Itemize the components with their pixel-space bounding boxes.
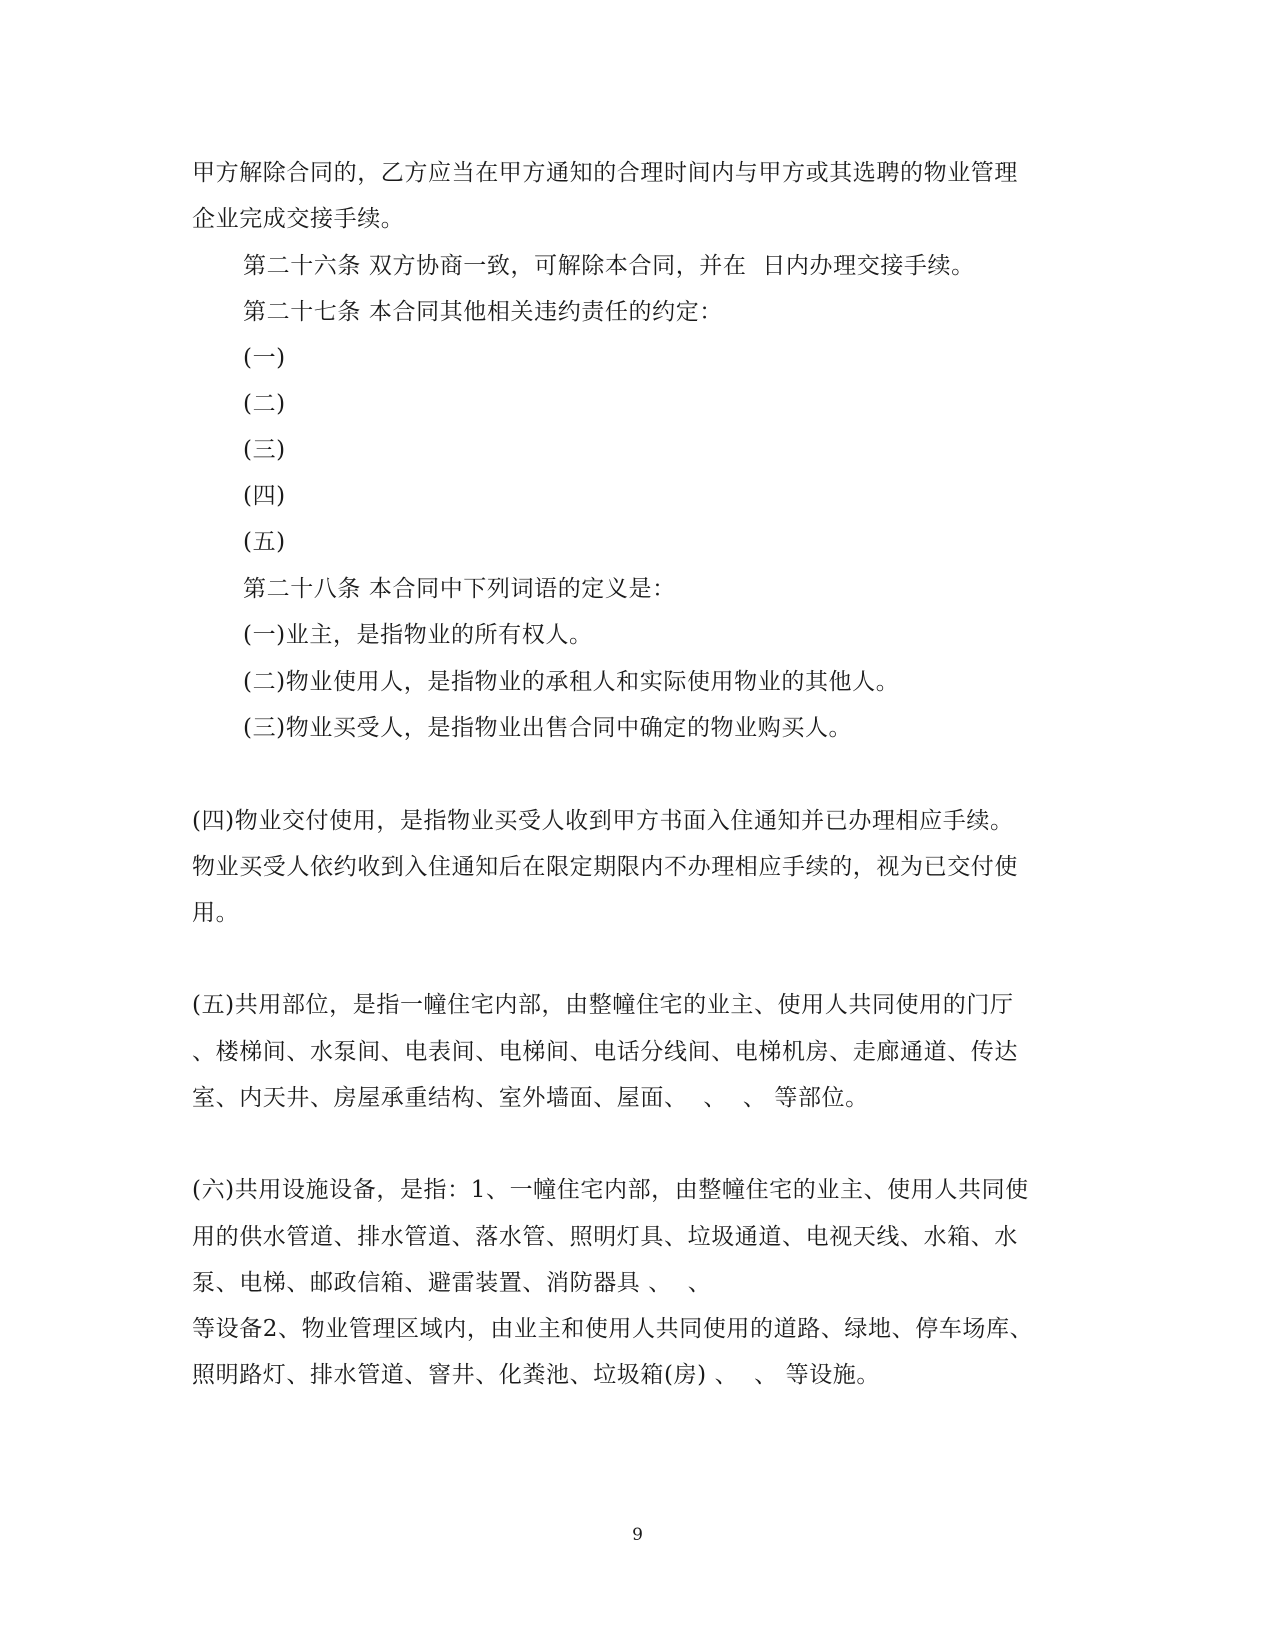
- body-text-line: 等设备2、物业管理区域内，由业主和使用人共同使用的道路、绿地、停车场库、: [192, 1316, 1034, 1342]
- page-number: 9: [632, 1525, 643, 1545]
- body-text-line: 用的供水管道、排水管道、落水管、照明灯具、垃圾通道、电视天线、水箱、水: [192, 1224, 1018, 1250]
- list-item: (三): [243, 437, 286, 463]
- list-item: (二): [243, 391, 286, 417]
- list-item: (四): [243, 483, 286, 509]
- body-text-line: 照明路灯、排水管道、窨井、化粪池、垃圾箱(房) 、 、 等设施。: [192, 1362, 880, 1388]
- article-27: 第二十七条 本合同其他相关违约责任的约定：: [243, 299, 723, 325]
- definition-item: (三)物业买受人，是指物业出售合同中确定的物业购买人。: [243, 715, 853, 741]
- body-text-line: 企业完成交接手续。: [192, 206, 405, 232]
- definition-item: (二)物业使用人，是指物业的承租人和实际使用物业的其他人。: [243, 669, 900, 695]
- body-text-line: 甲方解除合同的，乙方应当在甲方通知的合理时间内与甲方或其选聘的物业管理: [192, 160, 1018, 186]
- definition-item: (四)物业交付使用，是指物业买受人收到甲方书面入住通知并已办理相应手续。: [192, 808, 1014, 834]
- definition-item: (一)业主，是指物业的所有权人。: [243, 622, 593, 648]
- list-item: (五): [243, 529, 286, 555]
- definition-item: (五)共用部位，是指一幢住宅内部，由整幢住宅的业主、使用人共同使用的门厅: [192, 992, 1014, 1018]
- list-item: (一): [243, 345, 286, 371]
- body-text-line: 、楼梯间、水泵间、电表间、电梯间、电话分线间、电梯机房、走廊通道、传达: [192, 1039, 1018, 1065]
- article-26: 第二十六条 双方协商一致，可解除本合同，并在 日内办理交接手续。: [243, 253, 975, 279]
- body-text-line: 室、内天井、房屋承重结构、室外墙面、屋面、 、 、 等部位。: [192, 1085, 869, 1111]
- body-text-line: 物业买受人依约收到入住通知后在限定期限内不办理相应手续的，视为已交付使: [192, 854, 1018, 880]
- body-text-line: 泵、电梯、邮政信箱、避雷装置、消防器具 、 、: [192, 1270, 712, 1296]
- definition-item: (六)共用设施设备，是指：1、一幢住宅内部，由整幢住宅的业主、使用人共同使: [192, 1177, 1029, 1203]
- body-text-line: 用。: [192, 900, 240, 926]
- article-28: 第二十八条 本合同中下列词语的定义是：: [243, 576, 676, 602]
